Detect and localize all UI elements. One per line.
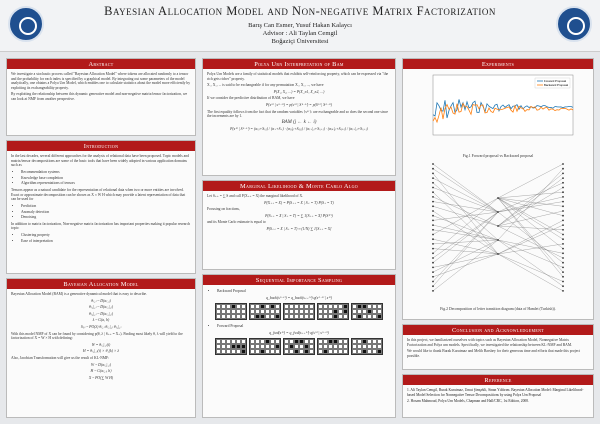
bam-eq: θ₍₁₎ ~ D(α₍₁₎) [91, 298, 111, 303]
graph-edge [498, 198, 563, 235]
graph-node [432, 257, 434, 259]
bam-p3: Also, Jacobian Transformation will give us the result of KL-NMF: [11, 355, 110, 360]
graph-node [562, 168, 564, 170]
marginal-section [202, 180, 396, 270]
graph-edge [433, 169, 498, 212]
graph-edge [498, 254, 563, 291]
marginal-p1: Let S₊₊ = ∑ S and call P(X₊₊ = X) the marginal likelihood of X. [207, 194, 304, 198]
graph-node [432, 220, 434, 222]
graph-edge [498, 183, 563, 212]
graph-node [432, 191, 434, 193]
sis-eq-backward: q_back(s⁽ᵗ⁻¹⁾) = q_back(s₊₊⁽ᵗ⁾) q(s⁽ᵗ⁻¹⁾ | s⁽ᵗ⁾) [266, 295, 332, 300]
university-logo-right [556, 6, 592, 42]
references-section [402, 374, 594, 418]
bam-section [6, 278, 196, 418]
graph-node [432, 210, 434, 212]
graph-node [432, 290, 434, 292]
bam-eq: θ₍₂|₁₎ ~ D(α₍₂|₁₎) [88, 305, 114, 310]
graph-node [432, 229, 434, 231]
graph-edge [498, 254, 563, 282]
graph-node [562, 163, 564, 165]
legend-forward-label: Forward Proposal [544, 79, 567, 83]
graph-edge [498, 192, 563, 198]
bam-p1: Bayesian Allocation Model (BAM) is a generative dynamical model that is easy to describe. [11, 292, 147, 296]
tensor-grid-block [283, 338, 315, 355]
tensor-grid-block [317, 303, 349, 320]
backward-label: • Backward Proposal [217, 289, 391, 294]
graph-edge [498, 164, 563, 198]
list-item: • Knowledge base completion [21, 176, 191, 181]
reference-item: 2. Hosam Mahmoud, Polya Urn Models, Chapman and Hall/CRC, 1st Edition, 2008. [407, 399, 529, 403]
tensor-grid-block [249, 338, 281, 355]
graph-node [432, 267, 434, 269]
graph-edge [433, 212, 498, 282]
bam-kl: H ~ G(α₍₁₎, b) [90, 369, 112, 374]
grid-cell [309, 349, 314, 354]
list-item: • Algorithm representations of tensors [21, 181, 191, 186]
graph-node [562, 187, 564, 189]
graph-edge [433, 198, 498, 253]
polya-eq2: P(s⁽ᵗ⁾ | s⁽ᵗ⁻¹⁾) = p(s⁽ᵗ⁾ | S⁽ᵗ⁻¹⁾) = p(S⁽ᵗ⁾ | S⁽ᵗ⁻¹⁾) [265, 102, 333, 107]
grid-cell [377, 314, 382, 319]
graph-node [432, 238, 434, 240]
sis-eq-forward: q_fwd(s⁽ᵗ⁾) = q_fwd(s₊₊⁽ᵗ⁾) q(s⁽ᵗ⁾ | s⁽ᵗ⁻¹⁾) [269, 330, 329, 335]
list-item: • Anomaly detection [21, 210, 191, 215]
graph-node [432, 187, 434, 189]
conclusion-p1: In this project, we familiarized ourselves with topics such as Bayesian Allocation Model, Nonnegative Matrix Factorization and Polya urn models. Specifically, we investigated the relationship between KL-NMF and BAM. [407, 338, 573, 347]
polya-eq3: BAM (j ← k ← i) [281, 119, 317, 125]
abstract-section [6, 58, 196, 136]
graph-node [432, 276, 434, 278]
reference-item: 1. Ali Taylan Cemgil, Burak Kurutmaz, Umut Şimşekli, Sinan Yıldırım. Bayesian Allocation Model: Marginal Likelihood-based Model Selection for Nonnegative Tensor Decompositions by using Polya Urn Proposal [407, 388, 584, 397]
graph-edge [498, 198, 563, 216]
graph-node [562, 229, 564, 231]
bam-eq: λ ~ G(a, b) [92, 318, 110, 323]
graph-edge [433, 216, 498, 240]
letter-transition-graph [403, 158, 593, 300]
marginal-eq3: P(S₊₊ = X | S₊ = T) ≈ (1/N) ∑ 1[S₊₊ = X] [266, 226, 332, 231]
references-title: Reference [403, 375, 593, 385]
graph-edge [498, 240, 563, 286]
graph-node [562, 224, 564, 226]
graph-edge [498, 173, 563, 226]
graph-node [432, 243, 434, 245]
abstract-title: Abstract [7, 59, 195, 69]
graph-node [562, 201, 564, 203]
tensor-grid-block [215, 303, 247, 320]
graph-edge [433, 188, 498, 213]
graph-node [432, 177, 434, 179]
list-item: • Recommendation systems [21, 170, 191, 175]
graph-node [562, 210, 564, 212]
backward-grid [215, 303, 391, 320]
graph-node [562, 191, 564, 193]
polya-eq4: P(s⁽ᵗ⁾ | S⁽ᵗ⁻¹⁾) = (α₍ᵢ₎+S₍ᵢ₎) / (α₊+S₊) · (α₍ⱼ|ᵢ₎+S₍ᵢⱼ₎) / (α₍₊|ᵢ₎+S₍ᵢ₊₎) · (α₍ₖ|ᵢ₎+S₍ᵢₖ₎) / (α₍₊|ᵢ₎+S₍ᵢ₊₎) [230, 127, 368, 132]
graph-edge [433, 164, 498, 212]
tensor-grid-block [215, 338, 247, 355]
poster-title: Bayesian Allocation Model and Non-negative Matrix Factorization [104, 4, 496, 18]
tensor-grid-block [317, 338, 349, 355]
graph-node [562, 281, 564, 283]
list-item: • Clustering property [21, 233, 191, 238]
abstract-p2: By exploiting the relationship between this dynamic generative model and non-negative matrix/tensor factorization, we can look at NMF from another perspective. [11, 92, 188, 101]
graph-node [562, 196, 564, 198]
marginal-p3: and its Monte Carlo estimate is equal to [207, 220, 266, 225]
graph-edge [433, 197, 498, 226]
graph-node [562, 285, 564, 287]
graph-edge [433, 249, 498, 254]
graph-node [562, 276, 564, 278]
graph-node [562, 220, 564, 222]
graph-node [562, 271, 564, 273]
marginal-eq1: P(X₊₊ = X) = P(S₊₊ = X | S₊ = T) P(S₊ = T) [264, 200, 334, 205]
proposal-comparison-plot [403, 69, 593, 147]
bam-p2: With this model NMF of X can be found by considering p(θ, λ | S₊₊ = X₊). Finding most likely θ, λ will yield to the factorization of X = W × H with defining: [11, 331, 183, 341]
fig1-caption: Fig.1 Forward proposal vs Backward proposal [462, 154, 534, 158]
list-item: • Denoising [21, 215, 191, 220]
abstract-p1: We investigate a stochastic process called "Bayesian Allocation Model" where tokens are allocated randomly to a tensor and the probability for each index is specified by a graphical model. By integrating out some parameters of the model analytically, one obtains a Polya Urn Model, which enables one to calculate statistics about the model more efficiently by exploiting its exchangeability property. [11, 72, 191, 90]
experiments-section [402, 58, 594, 320]
experiments-title: Experiments [403, 59, 593, 69]
graph-node [562, 248, 564, 250]
graph-node [432, 271, 434, 273]
grid-cell [343, 349, 348, 354]
list-item: • Prediction [21, 204, 191, 209]
intro-p2: Tensors appear as a natural candidate for the representation of relational data when two or more entities are involved. Exact or approximate decomposition can be shown as X ≈ W H which may provide a latent representation of data that can be used for [11, 187, 186, 202]
graph-node [562, 262, 564, 264]
list-item: • Ease of interpretation [21, 239, 191, 244]
graph-node [562, 234, 564, 236]
authors: Barış Can Esmer, Yusuf Hakan Kalaycı [248, 22, 352, 29]
graph-node [562, 215, 564, 217]
introduction-title: Introduction [7, 141, 195, 151]
polya-p1: Polya Urn Models are a family of statistical models that exhibits self-reinforcing property, which can be expressed via "the rich gets richer" property. [207, 72, 389, 81]
graph-edge [498, 198, 563, 272]
polya-p3: If we consider the predictive distribution of BAM, we have [207, 96, 295, 101]
bam-kl: X ~ PO(∑ W H) [88, 375, 114, 380]
graph-node [432, 281, 434, 283]
forward-label: • Forward Proposal [217, 324, 391, 329]
grid-cell [275, 314, 280, 319]
conclusion-section [402, 324, 594, 370]
graph-node [432, 285, 434, 287]
graph-node [562, 252, 564, 254]
polya-p2: X₁, X₂, ... is said to be exchangeable if for any permutation X₁, X₂, ..., we have [207, 83, 324, 88]
graph-node [497, 225, 499, 227]
graph-node [497, 253, 499, 255]
graph-edge [433, 225, 498, 240]
graph-node [562, 290, 564, 292]
graph-edge [498, 240, 563, 267]
graph-node [562, 177, 564, 179]
university-logo-left [8, 6, 44, 42]
university: Boğaziçi Üniversitesi [271, 38, 329, 45]
polya-section [202, 58, 396, 176]
graph-node [432, 252, 434, 254]
bam-kl: W ~ D(α₍₂|₁₎) [91, 362, 111, 367]
graph-node [432, 196, 434, 198]
bam-def: H = θ₍₂|₁₎(i) × θ₁(k) × λ [82, 349, 120, 354]
intro-p3: In addition to matrix factorization, Non-negative matrix factorization has important properties making it popular research topic: [11, 221, 191, 231]
graph-node [562, 238, 564, 240]
graph-node [432, 224, 434, 226]
grid-cell [241, 349, 246, 354]
intro-list2 [21, 204, 191, 220]
graph-edge [433, 212, 498, 258]
graph-node [562, 182, 564, 184]
conclusion-title: Conclusion and Acknowledgement [403, 325, 593, 335]
sis-section [202, 274, 396, 418]
graph-node [562, 173, 564, 175]
forward-grid [215, 338, 391, 355]
graph-node [497, 197, 499, 199]
graph-edge [498, 198, 563, 249]
graph-node [562, 243, 564, 245]
tensor-grid-block [351, 338, 383, 355]
graph-node [432, 163, 434, 165]
bam-def: W = θ₍₂|₁₎(i) [91, 342, 111, 347]
bam-eq: θ₍₃|₁₎ ~ D(α₍₃|₁₎) [88, 311, 114, 316]
marginal-eq2: P(S₊₊ = X | S₊ = T) = ∑ 1[S₊₊ = X] P(S⁽ᵀ⁾) [265, 213, 333, 218]
grid-cell [309, 314, 314, 319]
grid-cell [377, 349, 382, 354]
intro-p1: In the last decades, several different approaches for the analysis of relational data have been proposed. Topic models and matrix/tensor decompositions are some of the basic tools that have been widely adopted in various application domains such as [11, 154, 189, 168]
grid-cell [343, 314, 348, 319]
bam-eq: S₍ᵢ₎ ~ PO(λ) θ₍₁₎ θ₍₂|₁₎ θ₍₃|₁₎ [80, 324, 122, 329]
tensor-grid-block [249, 303, 281, 320]
graph-edge [433, 212, 498, 263]
graph-node [432, 173, 434, 175]
fig2-chart [403, 158, 593, 305]
tensor-grid-block [351, 303, 383, 320]
polya-title: Polya Urn Interpretation of Bam [203, 59, 395, 69]
graph-node [432, 168, 434, 170]
graph-edge [498, 198, 563, 277]
bam-title: Bayesian Allocation Model [7, 279, 195, 289]
introduction-section [6, 140, 196, 274]
graph-node [432, 262, 434, 264]
graph-node [562, 205, 564, 207]
graph-node [432, 248, 434, 250]
grid-cell [275, 349, 280, 354]
intro-list1 [21, 170, 191, 186]
graph-node [432, 201, 434, 203]
grid-cell [241, 314, 246, 319]
graph-node [562, 267, 564, 269]
sis-title: Sequential Importance Sampling [203, 275, 395, 285]
polya-eq1: P(X₁, X₂, ...) = P(X_π1, X_π2, ...) [273, 89, 325, 94]
tensor-grid-block [283, 303, 315, 320]
intro-list3 [21, 233, 191, 243]
marginal-p2: Focusing on fractions, [207, 207, 240, 212]
graph-node [562, 257, 564, 259]
advisor: Advisor : Ali Taylan Cemgil [262, 30, 338, 37]
polya-p4: The first equality follows from the fact that the random variables {s⁽ᵗ⁾}ₜ are exchangeable and so does the second one since the increments are by 1. [207, 109, 389, 119]
graph-node [432, 234, 434, 236]
graph-node [432, 182, 434, 184]
graph-node [432, 205, 434, 207]
conclusion-p2: We would like to thank Burak Kurutmaz and Melih Barsbey for their generous time and efforts that made this project possible. [407, 349, 581, 358]
graph-node [497, 239, 499, 241]
poster-header [0, 0, 600, 52]
graph-node [432, 215, 434, 217]
legend-backward-label: Backward Proposal [544, 83, 569, 87]
fig1-chart [403, 69, 593, 152]
fig2-caption: Fig.2 Decomposition of letter transition diagram (data of Hamlet (Turkish)). [440, 307, 556, 311]
marginal-title: Marginal Likelihood & Monte Carlo Algo [203, 181, 395, 191]
graph-edge [433, 198, 498, 235]
graph-node [497, 211, 499, 213]
